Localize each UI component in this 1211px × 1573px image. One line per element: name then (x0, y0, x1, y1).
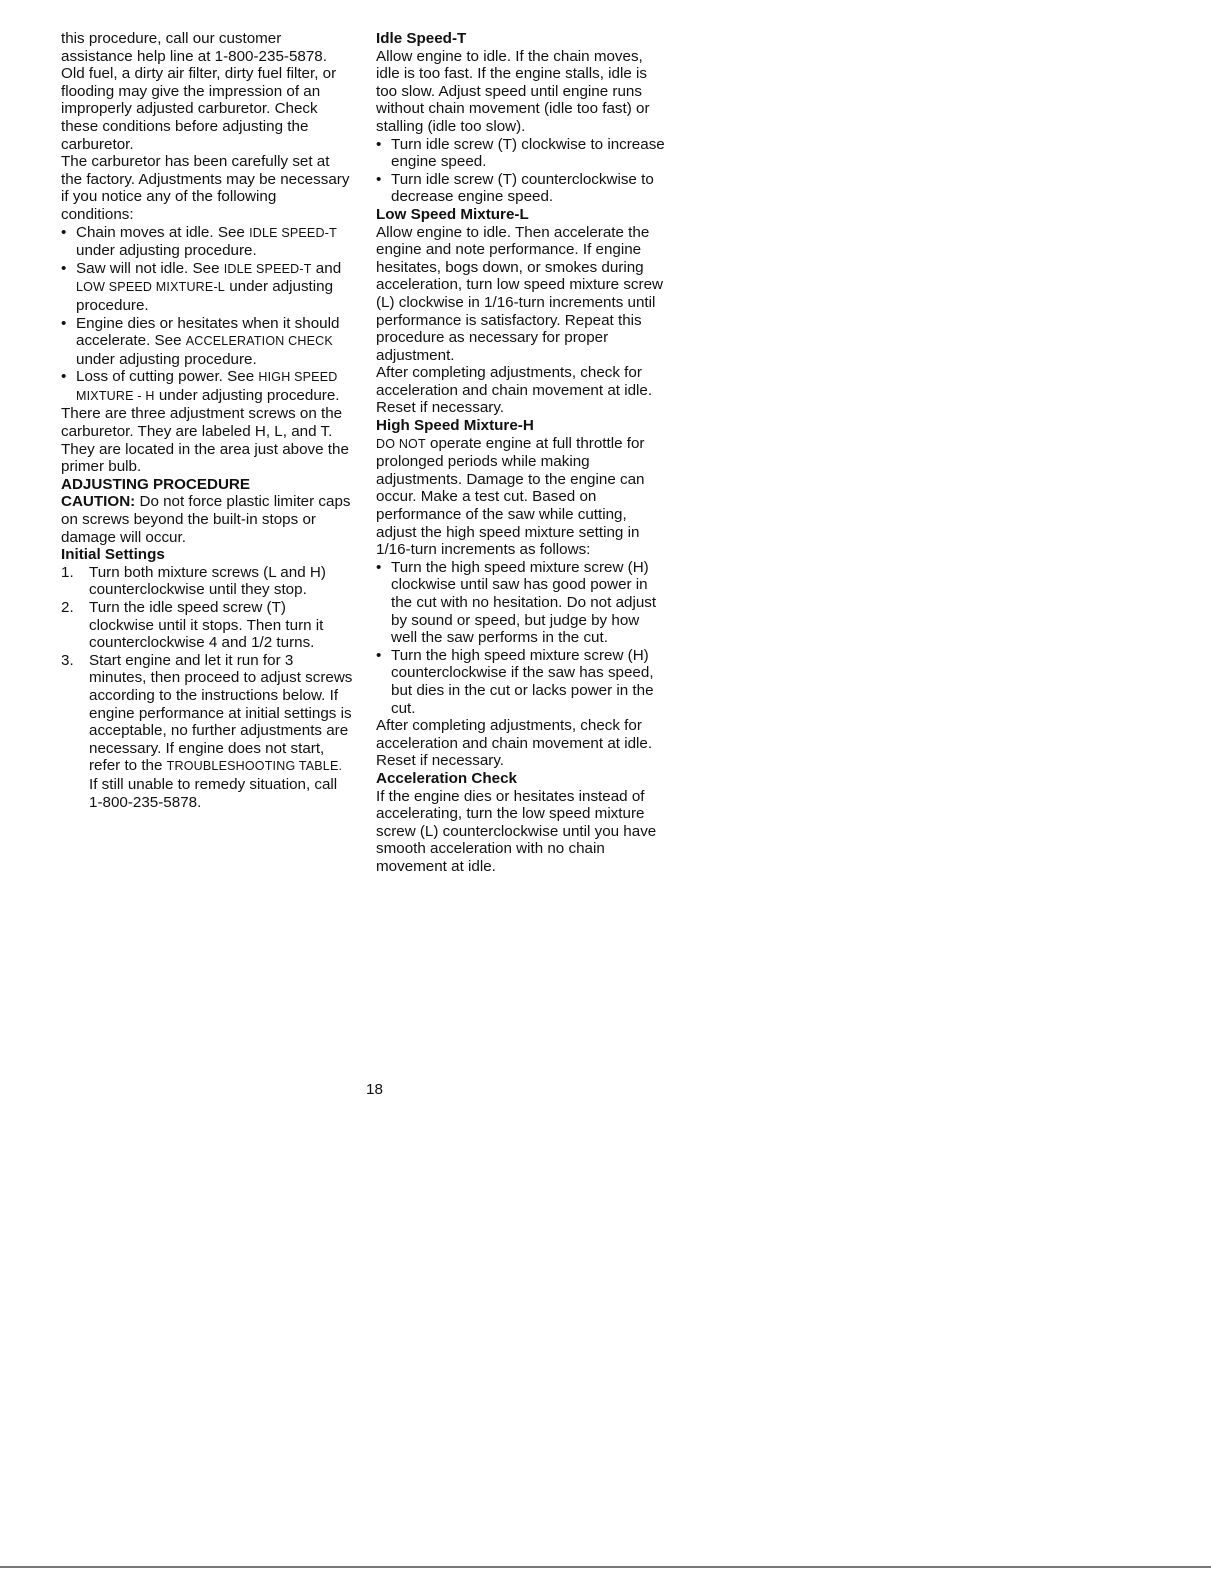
list-item: • Turn idle screw (T) clockwise to increase engine speed. (376, 136, 668, 171)
intro-paragraph-3: The carburetor has been carefully set at the factory. Adjustments may be necessary if you notice any of the following conditions: (61, 153, 350, 223)
cross-reference: ACCELERATION CHECK (185, 334, 333, 349)
high-speed-paragraph: DO NOT operate engine at full throttle for prolonged periods while making adjustments. Damage to the engine can occur. Make a test cut. Based on performance of the saw while cutting, adjust the high speed mixture setting in 1/16-turn increments as follows: (376, 434, 645, 559)
condition-item: • Saw will not idle. See IDLE SPEED-T and LOW SPEED MIXTURE-L under adjusting procedure. (61, 260, 353, 315)
step-text: Start engine and let it run for 3 minutes, then proceed to adjust screws according to the instructions below. If engine performance at initial settings is acceptable, no further adjustments are necessary. If engine does not start, refer to the (89, 651, 353, 775)
list-item: • Turn the high speed mixture screw (H) counterclockwise if the saw has speed, but dies in the cut or lacks power in the cut. (376, 647, 668, 717)
step-item (61, 599, 353, 652)
condition-item: • Engine dies or hesitates when it should accelerate. See ACCELERATION CHECK under adjusting procedure. (61, 315, 353, 369)
right-column (376, 30, 668, 876)
cross-reference: IDLE SPEED-T (249, 225, 337, 240)
initial-settings-steps (61, 564, 353, 811)
low-speed-paragraph-2: After completing adjustments, check for acceleration and chain movement at idle. Reset if necessary. (376, 364, 653, 417)
condition-item: • Chain moves at idle. See IDLE SPEED-T under adjusting procedure. (61, 224, 353, 260)
step-number: 2. (61, 599, 74, 616)
screws-paragraph: There are three adjustment screws on the carburetor. They are labeled H, L, and T. They are located in the area just above the primer bulb. (61, 405, 349, 476)
adjusting-procedure-heading: ADJUSTING PROCEDURE (61, 475, 251, 493)
intro-paragraph-1: this procedure, call our customer assistance help line at 1-800-235-5878. (61, 30, 327, 65)
left-column (61, 30, 353, 811)
caution-paragraph (61, 493, 353, 546)
cross-reference: TROUBLESHOOTING TABLE. (166, 759, 343, 774)
idle-speed-heading: Idle Speed-T (376, 30, 467, 47)
list-item: • Turn idle screw (T) counterclockwise to decrease engine speed. (376, 171, 668, 206)
high-speed-list (376, 559, 668, 717)
cross-reference: HIGH SPEED MIXTURE - H (76, 370, 338, 403)
step-number: 1. (61, 563, 74, 581)
bottom-rule (0, 1566, 1211, 1568)
do-not-caps: DO NOT (376, 436, 426, 451)
high-speed-paragraph-2: After completing adjustments, check for acceleration and chain movement at idle. Reset if necessary. (376, 717, 653, 770)
step-item (61, 564, 353, 599)
cross-reference: LOW SPEED MIXTURE-L (76, 280, 225, 295)
list-item: • Turn the high speed mixture screw (H) clockwise until saw has good power in the cut with no hesitation. Do not adjust by sound or speed, but judge by how well the saw performs in the cut. (376, 559, 668, 647)
step-number: 3. (61, 651, 74, 669)
high-speed-heading: High Speed Mixture-H (376, 417, 534, 435)
step-item: 3. Start engine and let it run for 3 minutes, then proceed to adjust screws according to the instructions below. If engine performance at initial settings is acceptable, no further adjustments are necessary. If engine does not start, refer to the TROUBLESHOOTING TABLE. If still unable to remedy situation, call 1-800-235-5878. (61, 651, 353, 811)
caution-text: Do not force plastic limiter caps on screws beyond the built-in stops or damage will occur. (61, 493, 351, 546)
idle-speed-list (376, 136, 668, 206)
step-text: Turn both mixture screws (L and H) counterclockwise until they stop. (89, 563, 326, 599)
acceleration-check-paragraph: If the engine dies or hesitates instead of accelerating, turn the low speed mixture screw (L) counterclockwise until you have smooth acceleration with no chain movement at idle. (376, 787, 657, 875)
acceleration-check-heading: Acceleration Check (376, 769, 517, 787)
low-speed-paragraph-1: Allow engine to idle. Then accelerate the engine and note performance. If engine hesitates, bogs down, or smokes during acceleration, turn low speed mixture screw (L) clockwise in 1/16-turn increments until performance is satisfactory. Repeat this procedure as necessary for proper adjustment. (376, 223, 663, 364)
condition-item: • Loss of cutting power. See HIGH SPEED MIXTURE - H under adjusting procedure. (61, 368, 353, 405)
cross-reference: IDLE SPEED-T (223, 261, 312, 276)
page-number: 18 (366, 1081, 383, 1098)
intro-paragraph-2: Old fuel, a dirty air filter, dirty fuel filter, or flooding may give the impression of an improperly adjusted carburetor. Check these conditions before adjusting the carburetor. (61, 65, 337, 153)
idle-speed-paragraph: Allow engine to idle. If the chain moves, idle is too fast. If the engine stalls, idle is too slow. Adjust speed until engine runs without chain movement (idle too fast) or stalling (idle too slow). (376, 47, 650, 135)
step-text: Turn the idle speed screw (T) clockwise until it stops. Then turn it counterclockwise 4 and 1/2 turns. (89, 599, 324, 652)
caution-label: CAUTION: (61, 493, 136, 511)
conditions-list (61, 224, 353, 406)
low-speed-heading: Low Speed Mixture-L (376, 205, 529, 223)
initial-settings-heading: Initial Settings (61, 546, 165, 564)
